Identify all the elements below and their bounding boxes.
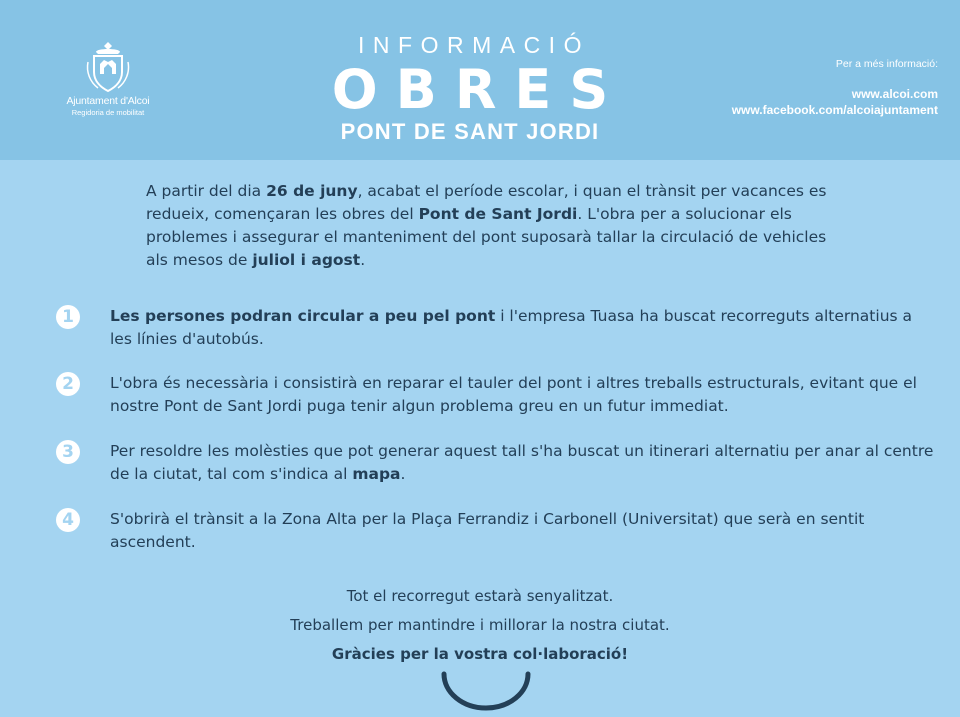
website-link[interactable]: www.alcoi.com: [851, 87, 938, 101]
title-obres: OBRES: [331, 58, 627, 121]
closing-line-1: Tot el recorregut estarà senyalitzat.: [346, 587, 614, 605]
closing-block: [200, 582, 760, 669]
item-bold: Les persones podran circular a peu pel pont: [110, 307, 496, 325]
title-block: [300, 30, 640, 146]
item-text: [110, 440, 936, 486]
item-text: [110, 372, 936, 418]
list-item: [56, 508, 936, 554]
item-text: [110, 508, 936, 554]
closing-line-2: Treballem per mantindre i millorar la nostra ciutat.: [290, 616, 670, 634]
coat-of-arms-icon: [84, 40, 132, 94]
item-body: Per resoldre les molèsties que pot generar aquest tall s'ha buscat un itinerari alternatiu per anar al centre de la ciutat, tal com s'indica al: [110, 442, 934, 483]
item-body: i l'empresa Tuasa ha buscat recorreguts alternatius a les línies d'autobús.: [110, 307, 913, 348]
ajuntament-logo: [58, 40, 158, 117]
more-info: [732, 58, 938, 118]
header-banner: [0, 0, 960, 160]
list-item: [56, 305, 936, 351]
intro-text-1: A partir del dia: [146, 182, 267, 200]
item-body: L'obra és necessària i consistirà en reparar el tauler del pont i altres treballs estructurals, evitant que el nostre Pont de Sant Jordi puga tenir algun problema greu en un futur immediat.: [110, 374, 917, 415]
intro-date: 26 de juny: [266, 182, 358, 200]
number-badge: 3: [56, 440, 80, 464]
intro-text-4: .: [360, 251, 366, 269]
item-text: [110, 305, 936, 351]
intro-text-2: , acabat el període escolar, i quan el trànsit per vacances es redueix, començaran les obres del: [146, 182, 827, 223]
smile-arc-icon: [440, 670, 532, 712]
number-badge: 2: [56, 372, 80, 396]
intro-paragraph: [146, 180, 836, 272]
number-badge: 1: [56, 305, 80, 329]
more-info-label: Per a més informació:: [835, 58, 938, 70]
item-body-end: .: [400, 465, 406, 483]
intro-text-3: . L'obra per a solucionar els problemes i assegurar el manteniment del pont suposarà tallar la circulació de vehicles als mesos de: [146, 205, 827, 269]
title-pont: PONT DE SANT JORDI: [340, 119, 600, 144]
list-item: [56, 372, 936, 418]
item-body: S'obrirà el trànsit a la Zona Alta per la Plaça Ferrandiz i Carbonell (Universitat) que serà en sentit ascendent.: [110, 510, 865, 551]
title-informacio: INFORMACIÓ: [358, 32, 590, 58]
facebook-link[interactable]: www.facebook.com/alcoiajuntament: [731, 103, 938, 117]
map-reference[interactable]: mapa: [352, 465, 401, 483]
logo-line-1: Ajuntament d'Alcoi: [66, 95, 150, 107]
list-item: [56, 440, 936, 486]
number-badge: 4: [56, 508, 80, 532]
intro-months: juliol i agost: [252, 251, 361, 269]
closing-thanks: Gràcies per la vostra col·laboració!: [331, 645, 629, 663]
intro-bridge-name: Pont de Sant Jordi: [418, 205, 578, 223]
logo-line-2: Regidoria de mobilitat: [71, 108, 145, 117]
